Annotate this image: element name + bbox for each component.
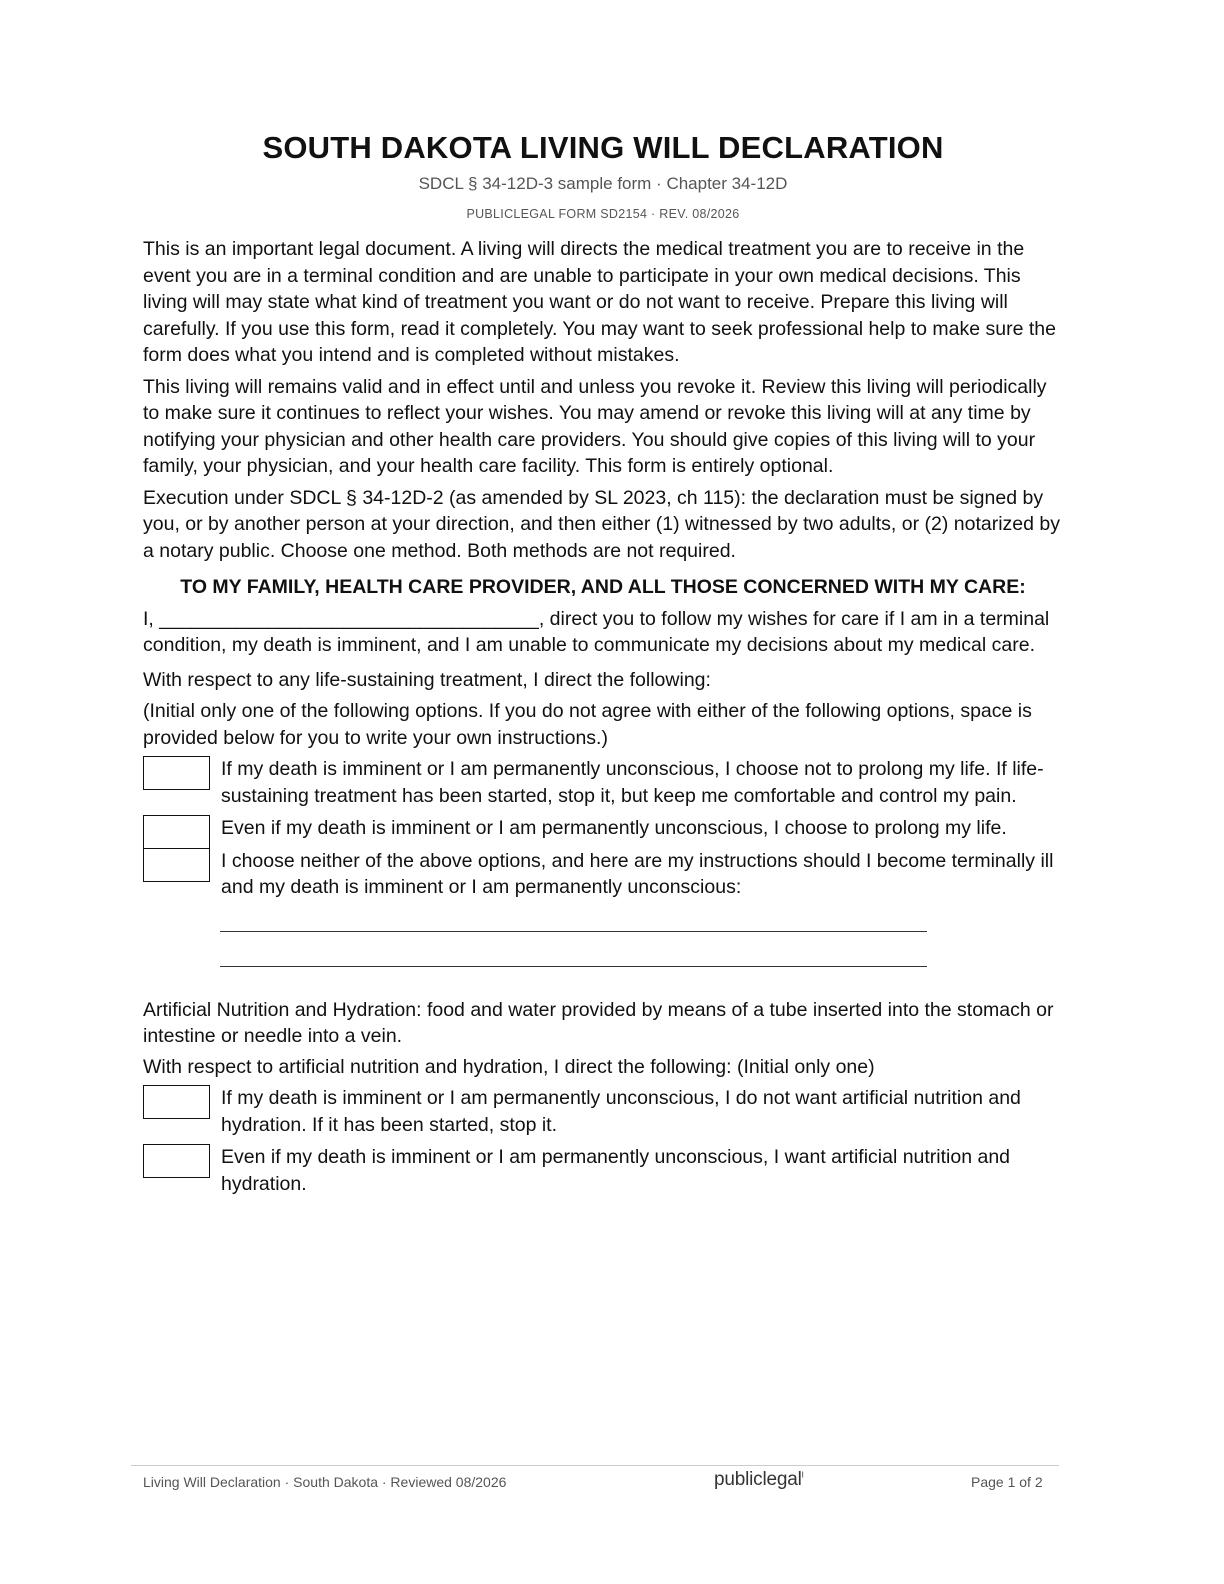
nutrition-intro: With respect to artificial nutrition and hydration, I direct the following: (Initial only one) bbox=[143, 1055, 875, 1078]
intro-paragraph-2: This living will remains valid and in effect until and unless you revoke it. Review this living will periodically to make sure it continues to reflect your wishes. You may amend or revoke this living will at any time by notifying your physician and other health care providers. You should give copies of this living will to your family, your physician, and your health care facility. This form is entirely optional. bbox=[143, 375, 1047, 477]
option-no-prolong bbox=[143, 756, 1063, 809]
life-sustaining-intro: With respect to any life-sustaining treatment, I direct the following: bbox=[143, 668, 711, 691]
instructions-line-1[interactable] bbox=[220, 907, 927, 932]
intro-paragraph-1: This is an important legal document. A living will directs the medical treatment you are to receive in the event you are in a terminal condition and are unable to participate in your own medical decisions. This living will may state what kind of treatment you want or do not want to receive. Prepare this living will carefully. If you use this form, read it completely. You may want to seek professional help to make sure the form does what you intend and is completed without mistakes. bbox=[143, 238, 1056, 366]
instructions-line-2[interactable] bbox=[220, 942, 927, 967]
option-text: Even if my death is imminent or I am permanently unconscious, I want artificial nutrition and hydration. bbox=[221, 1146, 1011, 1195]
declaration-heading: TO MY FAMILY, HEALTH CARE PROVIDER, AND ALL THOSE CONCERNED WITH MY CARE: bbox=[180, 576, 1026, 598]
execution-paragraph: Execution under SDCL § 34-12D-2 (as amended by SL 2023, ch 115): the declaration must be signed by you, or by another person at your direction, and then either (1) witnessed by two adults, or (2) notarized by a notary public. Choose one method. Both methods are not required. bbox=[143, 486, 1060, 562]
option-text: If my death is imminent or I am permanently unconscious, I choose not to prolong my life. If life-sustaining treatment has been started, stop it, but keep me comfortable and control my pain. bbox=[221, 758, 1044, 807]
logo-mark: I bbox=[801, 1470, 804, 1480]
option-want-nutrition bbox=[143, 1144, 1063, 1197]
nutrition-definition: Artificial Nutrition and Hydration: food and water provided by means of a tube inserted into the stomach or intestine or needle into a vein. bbox=[143, 998, 1054, 1047]
form-number: PUBLICLEGAL FORM SD2154 · REV. 08/2026 bbox=[466, 207, 740, 221]
option-text: Even if my death is imminent or I am permanently unconscious, I choose to prolong my life. bbox=[221, 817, 1007, 839]
option-text: If my death is imminent or I am permanently unconscious, I do not want artificial nutrition and hydration. If it has been started, stop it. bbox=[221, 1087, 1021, 1136]
option-text: I choose neither of the above options, and here are my instructions should I become terminally ill and my death is imminent or I am permanently unconscious: bbox=[221, 849, 1054, 898]
initial-box-prolong[interactable] bbox=[143, 815, 210, 849]
initial-box-no-nutrition[interactable] bbox=[143, 1085, 210, 1119]
page-number: Page 1 of 2 bbox=[971, 1474, 1043, 1490]
initial-box-own-instructions[interactable] bbox=[143, 848, 210, 882]
publiclegal-logo bbox=[714, 1469, 804, 1491]
logo-text: publiclegal bbox=[714, 1469, 802, 1490]
initial-box-no-prolong[interactable] bbox=[143, 756, 210, 790]
form-body bbox=[143, 236, 1063, 1203]
page-title: SOUTH DAKOTA LIVING WILL DECLARATION bbox=[262, 130, 944, 165]
declarant-statement: I, ___________________________________, direct you to follow my wishes for care if I am in a terminal condition, my death is imminent, and I am unable to communicate my decisions about my medical care. bbox=[143, 607, 1050, 656]
option-prolong bbox=[143, 815, 1063, 842]
life-sustaining-instruction: (Initial only one of the following options. If you do not agree with either of the following options, space is provided below for you to write your own instructions.) bbox=[143, 700, 1032, 749]
footer-divider bbox=[131, 1465, 1059, 1466]
option-own-instructions bbox=[143, 848, 1063, 901]
initial-box-want-nutrition[interactable] bbox=[143, 1144, 210, 1178]
footer-document-info: Living Will Declaration · South Dakota · Reviewed 08/2026 bbox=[143, 1474, 507, 1490]
option-no-nutrition bbox=[143, 1085, 1063, 1138]
statute-subtitle: SDCL § 34-12D-3 sample form · Chapter 34-12D bbox=[418, 174, 788, 193]
